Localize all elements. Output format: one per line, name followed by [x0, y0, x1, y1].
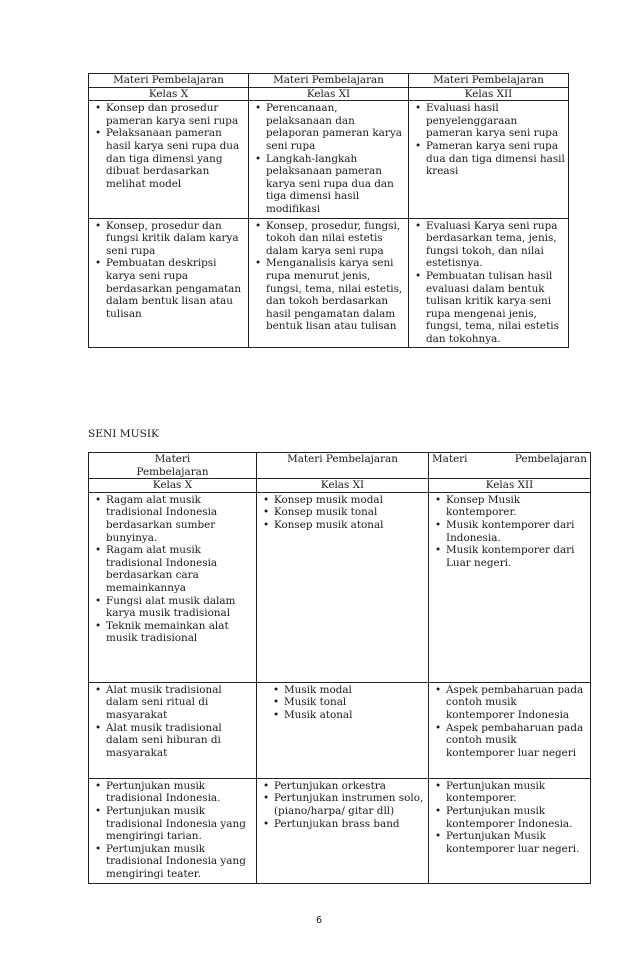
list-item: • Musik atonal — [284, 709, 425, 722]
list-item: • Konsep musik tonal — [274, 506, 425, 519]
table-cell — [89, 101, 249, 218]
list-item: • Konsep musik atonal — [274, 519, 425, 532]
list-item: • Pertunjukan musik kontemporer Indonesia. — [446, 805, 587, 830]
table-cell — [409, 101, 569, 218]
header-cell — [429, 453, 591, 479]
list-item: • Pertunjukan instrumen solo, (piano/harpa/ gitar dll) — [274, 792, 425, 817]
table-cell — [249, 218, 409, 348]
table-cell — [257, 778, 429, 883]
seni-rupa-table — [88, 73, 569, 348]
list-item: • Musik kontemporer dari Indonesia. — [446, 519, 587, 544]
list-item: • Pameran karya seni rupa dua dan tiga dimensi hasil kreasi — [426, 140, 565, 178]
list-item: • Pertunjukan musik tradisional Indonesia yang mengiringi tarian. — [106, 805, 253, 843]
list-item: • Pembuatan deskripsi karya seni rupa berdasarkan pengamatan dalam bentuk lisan atau tulisan — [106, 257, 245, 320]
list-item: • Aspek pembaharuan pada contoh musik kontemporer luar negeri — [446, 722, 587, 760]
list-item: • Pelaksanaan pameran hasil karya seni rupa dua dan tiga dimensi yang dibuat berdasarkan melihat model — [106, 127, 245, 190]
table-header-row — [89, 74, 569, 88]
list-item: • Aspek pembaharuan pada contoh musik kontemporer Indonesia — [446, 684, 587, 722]
table-cell — [257, 682, 429, 778]
table-cell — [89, 682, 257, 778]
list-item: • Musik tonal — [284, 696, 425, 709]
header-word: Materi — [432, 453, 468, 465]
list-item: • Konsep Musik kontemporer. — [446, 494, 587, 519]
class-cell: Kelas XII — [429, 479, 591, 493]
list-item: • Menganalisis karya seni rupa menurut jenis, fungsi, tema, nilai estetis, dan tokoh berdasarkan hasil pengamatan dalam bentuk lisan atau tulisan — [266, 257, 405, 333]
list-item: • Pertunjukan Musik kontemporer luar negeri. — [446, 830, 587, 855]
class-cell: Kelas X — [89, 479, 257, 493]
list-item: • Evaluasi Karya seni rupa berdasarkan tema, jenis, fungsi tokoh, dan nilai estetisnya. — [426, 220, 565, 270]
list-item: • Langkah-langkah pelaksanaan pameran karya seni rupa dua dan tiga dimensi hasil modifikasi — [266, 153, 405, 216]
list-item: • Konsep musik modal — [274, 494, 425, 507]
list-item: • Musik modal — [284, 684, 425, 697]
table-cell — [89, 218, 249, 348]
list-item: • Pertunjukan musik kontemporer. — [446, 780, 587, 805]
list-item: • Pembuatan tulisan hasil evaluasi dalam bentuk tulisan kritik karya seni rupa mengenai jenis, fungsi, tema, nilai estetis dan tokohnya. — [426, 270, 565, 346]
table-row — [89, 101, 569, 218]
class-cell: Kelas XI — [257, 479, 429, 493]
page-number: 6 — [315, 915, 323, 926]
table-cell — [89, 492, 257, 682]
header-cell: Materi Pembelajaran — [249, 74, 409, 88]
table-header-row — [89, 453, 591, 479]
list-item: • Teknik memainkan alat musik tradisional — [106, 620, 253, 645]
header-cell: Materi Pembelajaran — [89, 74, 249, 88]
table-cell — [257, 492, 429, 682]
table-cell — [429, 682, 591, 778]
list-item: • Alat musik tradisional dalam seni ritual di masyarakat — [106, 684, 253, 722]
table-cell — [429, 492, 591, 682]
list-item: • Konsep, prosedur, fungsi, tokoh dan nilai estetis dalam karya seni rupa — [266, 220, 405, 258]
list-item: • Pertunjukan brass band — [274, 818, 425, 831]
list-item: • Pertunjukan musik tradisional Indonesia yang mengiringi teater. — [106, 843, 253, 881]
list-item: • Konsep dan prosedur pameran karya seni rupa — [106, 102, 245, 127]
list-item: • Ragam alat musik tradisional Indonesia berdasarkan sumber bunyinya. — [106, 494, 253, 544]
class-cell: Kelas XI — [249, 87, 409, 101]
list-item: • Ragam alat musik tradisional Indonesia berdasarkan cara memainkannya — [106, 544, 253, 594]
list-item: • Pertunjukan orkestra — [274, 780, 425, 793]
header-cell: Materi Pembelajaran — [257, 453, 429, 479]
list-item: • Pertunjukan musik tradisional Indonesia. — [106, 780, 253, 805]
list-item: • Konsep, prosedur dan fungsi kritik dalam karya seni rupa — [106, 220, 245, 258]
table-cell — [429, 778, 591, 883]
seni-musik-table — [88, 452, 591, 884]
table-row — [89, 682, 591, 778]
class-row — [89, 87, 569, 101]
table-row — [89, 778, 591, 883]
header-cell: Materi Pembelajaran — [89, 453, 257, 479]
list-item: • Fungsi alat musik dalam karya musik tradisional — [106, 595, 253, 620]
table-cell — [249, 101, 409, 218]
section-title: SENI MUSIK — [88, 428, 159, 440]
class-cell: Kelas X — [89, 87, 249, 101]
class-cell: Kelas XII — [409, 87, 569, 101]
table-cell — [89, 778, 257, 883]
list-item: • Evaluasi hasil penyelenggaraan pameran karya seni rupa — [426, 102, 565, 140]
table-cell — [409, 218, 569, 348]
class-row — [89, 479, 591, 493]
list-item: • Perencanaan, pelaksanaan dan pelaporan pameran karya seni rupa — [266, 102, 405, 152]
table-row — [89, 492, 591, 682]
list-item: • Alat musik tradisional dalam seni hiburan di masyarakat — [106, 722, 253, 760]
header-cell: Materi Pembelajaran — [409, 74, 569, 88]
table-row — [89, 218, 569, 348]
header-word: Pembelajaran — [514, 453, 587, 465]
list-item: • Musik kontemporer dari Luar negeri. — [446, 544, 587, 569]
